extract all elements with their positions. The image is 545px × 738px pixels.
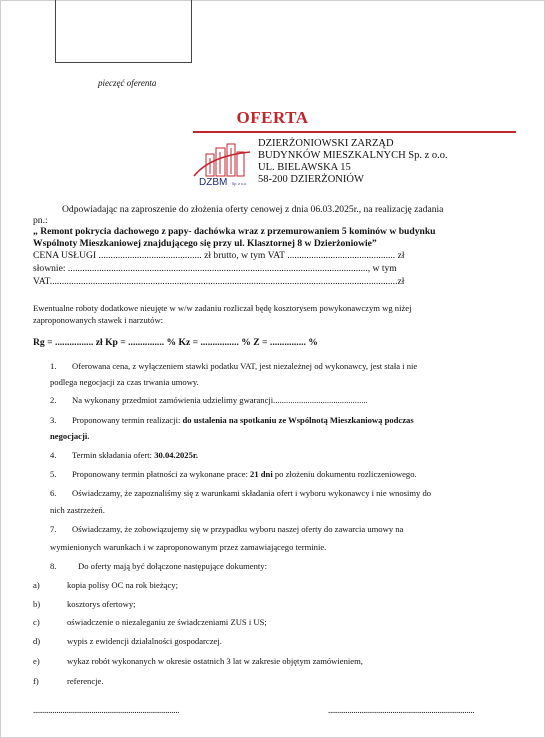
company-line: UL. BIELAWSKA 15 <box>258 162 351 173</box>
list-item <box>72 450 198 460</box>
rates-line: Rg = ................ zł Kp = ............... % Kz = ................ % Z = ............... % <box>33 337 318 348</box>
doc-item: kopia polisy OC na rok bieżący; <box>67 580 178 590</box>
doc-letter: f) <box>33 676 39 686</box>
list-item-text: Proponowany termin płatności za wykonane prace: <box>72 469 251 479</box>
list-item: podlega negocjacji za czas trwania umowy. <box>50 377 199 387</box>
list-item <box>72 469 417 479</box>
list-item-text: Termin składania ofert: <box>72 450 155 460</box>
list-item: wymienionych warunkach i w zaproponowanym przez zamawiającego terminie. <box>50 542 327 552</box>
signature-line-left: ........................................................................... <box>33 705 180 715</box>
price-words-line: słownie: ............................................................................................................................., w tym <box>33 263 397 274</box>
task-title: „ Remont pokrycia dachowego z papy- dachówka wraz z przemurowaniem 5 kominów w budynku <box>33 226 436 237</box>
title-rule <box>193 131 516 133</box>
list-item-bold: 30.04.2025r. <box>154 450 199 460</box>
list-number: 6. <box>50 488 57 498</box>
company-logo <box>190 138 256 190</box>
extra-works-line: zaproponowanych stawek i narzutów: <box>33 315 164 325</box>
list-item: nich zastrzeżeń. <box>50 505 105 515</box>
stamp-label: pieczęć oferenta <box>98 78 157 88</box>
price-line: CENA USŁUGI ........................................... zł brutto, w tym VAT ............................................. zł <box>33 250 405 261</box>
list-number: 8. <box>50 561 57 571</box>
list-item: Oświadczamy, że zobowiązujemy się w przypadku wyboru naszej oferty do zawarcia umowy na <box>72 524 404 534</box>
list-item-text: po złożeniu dokumentu rozliczeniowego. <box>272 469 417 479</box>
list-item-text: Proponowany termin realizacji: <box>72 415 183 425</box>
signature-line-right: ........................................................................... <box>328 705 475 715</box>
list-number: 1. <box>50 361 57 371</box>
stamp-box <box>55 0 192 63</box>
list-item: Oferowana cena, z wyłączeniem stawki podatku VAT, jest niezależnej od wykonawcy, jest stała i nie <box>72 361 418 371</box>
intro-line: pn.: <box>33 215 48 226</box>
doc-item: wypis z ewidencji działalności gospodarczej. <box>67 636 222 646</box>
list-number: 3. <box>50 415 57 425</box>
company-address <box>258 138 448 186</box>
doc-letter: a) <box>33 580 40 590</box>
task-title: Wspólnoty Mieszkaniowej znajdującego się przy ul. Klasztornej 8 w Dzierżoniowie” <box>33 238 377 249</box>
doc-letter: b) <box>33 599 41 609</box>
company-line: BUDYNKÓW MIESZKALNYCH Sp. z o.o. <box>258 150 448 161</box>
doc-letter: d) <box>33 636 41 646</box>
list-number: 7. <box>50 524 57 534</box>
list-item: Oświadczamy, że zapoznaliśmy się z warunkami składania ofert i wyboru wykonawcy i nie wnosimy do <box>72 488 432 498</box>
vat-line: VAT.................................................................................................................................................zł <box>33 276 405 287</box>
company-line: DZIERŻONIOWSKI ZARZĄD <box>258 138 394 149</box>
document-title: OFERTA <box>236 108 309 127</box>
list-item: Na wykonany przedmiot zamówienia udzielimy gwarancji............................................ <box>72 395 368 405</box>
list-item: Do oferty mają być dołączone następujące dokumenty: <box>78 561 267 571</box>
logo-text: DZBM <box>199 177 228 188</box>
list-item <box>72 415 414 425</box>
logo-subtext: Sp. z o.o. <box>232 182 247 186</box>
doc-letter: e) <box>33 656 40 666</box>
list-item-bold: negocjacji. <box>50 431 90 441</box>
list-number: 5. <box>50 469 57 479</box>
list-number: 2. <box>50 395 57 405</box>
extra-works-line: Ewentualne roboty dodatkowe nieujęte w w/w zadaniu rozliczał będę kosztorysem powykonawczym wg niżej <box>33 303 412 313</box>
intro-line: Odpowiadając na zaproszenie do złożenia oferty cenowej z dnia 06.03.2025r., na realizację zadania <box>62 204 444 215</box>
doc-item: wykaz robót wykonanych w okresie ostatnich 3 lat w zakresie objętym zamówieniem, <box>67 656 363 666</box>
doc-item: kosztorys ofertowy; <box>67 599 136 609</box>
list-item-bold: 21 dni <box>250 469 273 479</box>
list-item-bold: do ustalenia na spotkaniu ze Wspólnotą Mieszkaniową podczas <box>182 415 414 425</box>
list-number: 4. <box>50 450 57 460</box>
company-line: 58-200 DZIERŻONIÓW <box>258 174 364 185</box>
doc-letter: c) <box>33 617 40 627</box>
doc-item: oświadczenie o niezaleganiu ze świadczeniami ZUS i US; <box>67 617 267 627</box>
doc-item: referencje. <box>67 676 104 686</box>
